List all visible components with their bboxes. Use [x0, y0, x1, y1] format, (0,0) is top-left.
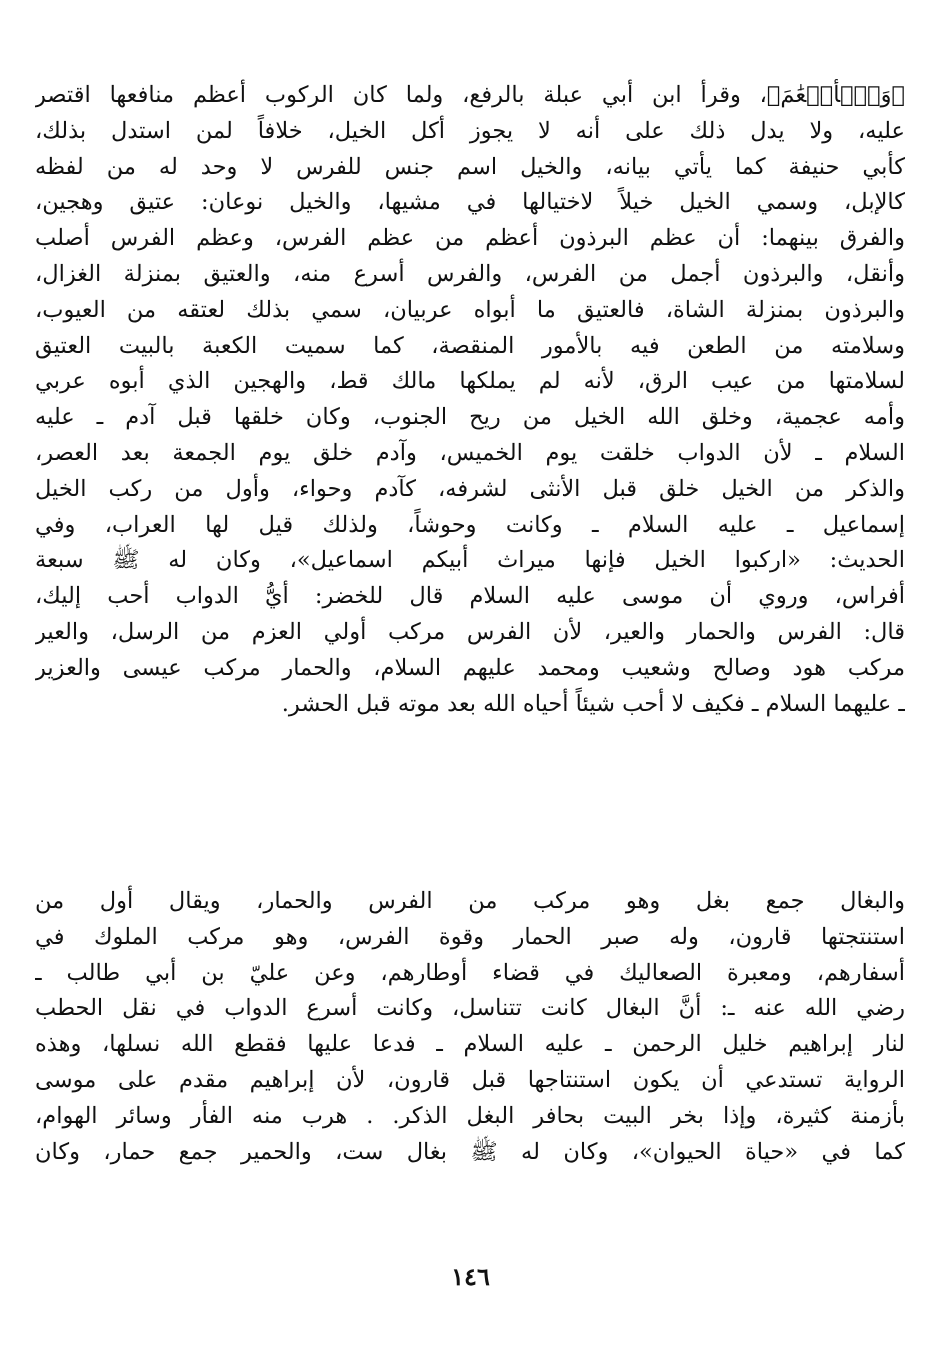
text-line: وسلامته من الطعن فيه بالأمور المنقصة، كما سميت الكعبة بالبيت العتيق — [35, 332, 905, 359]
paragraph-2 — [35, 884, 905, 1170]
text-line: كأبي حنيفة كما يأتي بيانه، والخيل اسم جنس للفرس لا وحد له من لفظه — [35, 153, 905, 180]
text-line: عليه، ولا يدل ذلك على أنه لا يجوز أكل الخيل، خلافاً لمن استدل بذلك، — [35, 117, 905, 144]
text-line: الحديث: «اركبوا الخيل فإنها ميراث أبيكم اسماعيل»، وكان له ﷺ سبعة — [35, 547, 905, 574]
text-line: وأمه عجمية، وخلق الله الخيل من ريح الجنوب، وكان خلقها قبل آدم ـ عليه — [35, 404, 905, 431]
text-line: وأنقل، والبرذون أجمل من الفرس، والفرس أسرع منه، والعتيق بمنزلة الغزال، — [35, 260, 905, 287]
text-line: كالإبل، وسمي الخيل خيلاً لاختيالها في مشيها، والخيل نوعان: عتيق وهجين، — [35, 189, 905, 216]
text-line: والذكر من الخيل خلق قبل الأنثى لشرفه، كآدم وحواء، وأول من ركب الخيل — [35, 475, 905, 502]
text-line: لسلامتها من عيب الرق، لأنه لم يملكها مالك قط، والهجين الذي أبوه عربي — [35, 368, 905, 395]
text-line: رضي الله عنه ـ: أنَّ البغال كانت تتناسل، وكانت أسرع الدواب في نقل الحطب — [35, 995, 905, 1022]
text-line: أفراس، وروي أن موسى عليه السلام قال للخضر: أيُّ الدواب أحب إليك، — [35, 583, 905, 610]
text-line: ـ عليهما السلام ـ فكيف لا أحب شيئاً أحياه الله بعد موته قبل الحشر. — [281, 690, 905, 717]
text-line: إسماعيل ـ عليه السلام ـ وكانت وحوشاً، ولذلك قيل لها العراب، وفي — [35, 511, 905, 538]
page-number: ١٤٦ — [451, 1262, 490, 1291]
text-line: أسفارهم، ومعبرة الصعاليك في قضاء أوطارهم، وعن عليّ بن أبي طالب ـ — [35, 959, 905, 986]
text-line: استنتجتها قارون، وله صبر الحمار وقوة الفرس، وهو مركب الملوك في — [35, 923, 905, 950]
text-line: بأزمنة كثيرة، وإذا بخر البيت بحافر البغل الذكر. . هرب منه الفأر وسائر الهوام، — [35, 1102, 905, 1129]
text-line: ﴿وَٱلۡأَنۡعَٰمَ﴾، وقرأ ابن أبي عبلة بالرفع، ولما كان الركوب أعظم منافعها اقتصر — [35, 82, 905, 108]
paragraph-1 — [35, 78, 905, 722]
text-line: كما في «حياة الحيوان»، وكان له ﷺ بغال ست، والحمير جمع حمار، وكان — [35, 1138, 905, 1165]
text-line: والبغال جمع بغل وهو مركب من الفرس والحمار، ويقال أول من — [35, 888, 905, 914]
text-line: والبرذون بمنزلة الشاة، فالعتيق ما أبواه عربيان، سمي بذلك لعتقه من العيوب، — [35, 296, 905, 323]
text-line: قال: الفرس والحمار والعير، لأن الفرس مركب أولي العزم من الرسل، والعير — [35, 618, 905, 645]
text-line: السلام ـ لأن الدواب خلقت يوم الخميس، وآدم خلق يوم الجمعة بعد العصر، — [35, 439, 905, 466]
text-line: لنار إبراهيم خليل الرحمن ـ عليه السلام ـ فدعا عليها فقطع الله نسلها، وهذه — [35, 1031, 905, 1058]
text-line: مركب هود وصالح وشعيب ومحمد عليهم السلام، والحمار مركب عيسى والعزير — [35, 654, 905, 681]
text-line: والفرق بينهما: أن عظم البرذون أعظم من عظم الفرس، وعظم الفرس أصلب — [35, 225, 905, 252]
text-line: الرواية تستدعي أن يكون استنتاجها قبل قارون، لأن إبراهيم مقدم على موسى — [35, 1066, 905, 1093]
